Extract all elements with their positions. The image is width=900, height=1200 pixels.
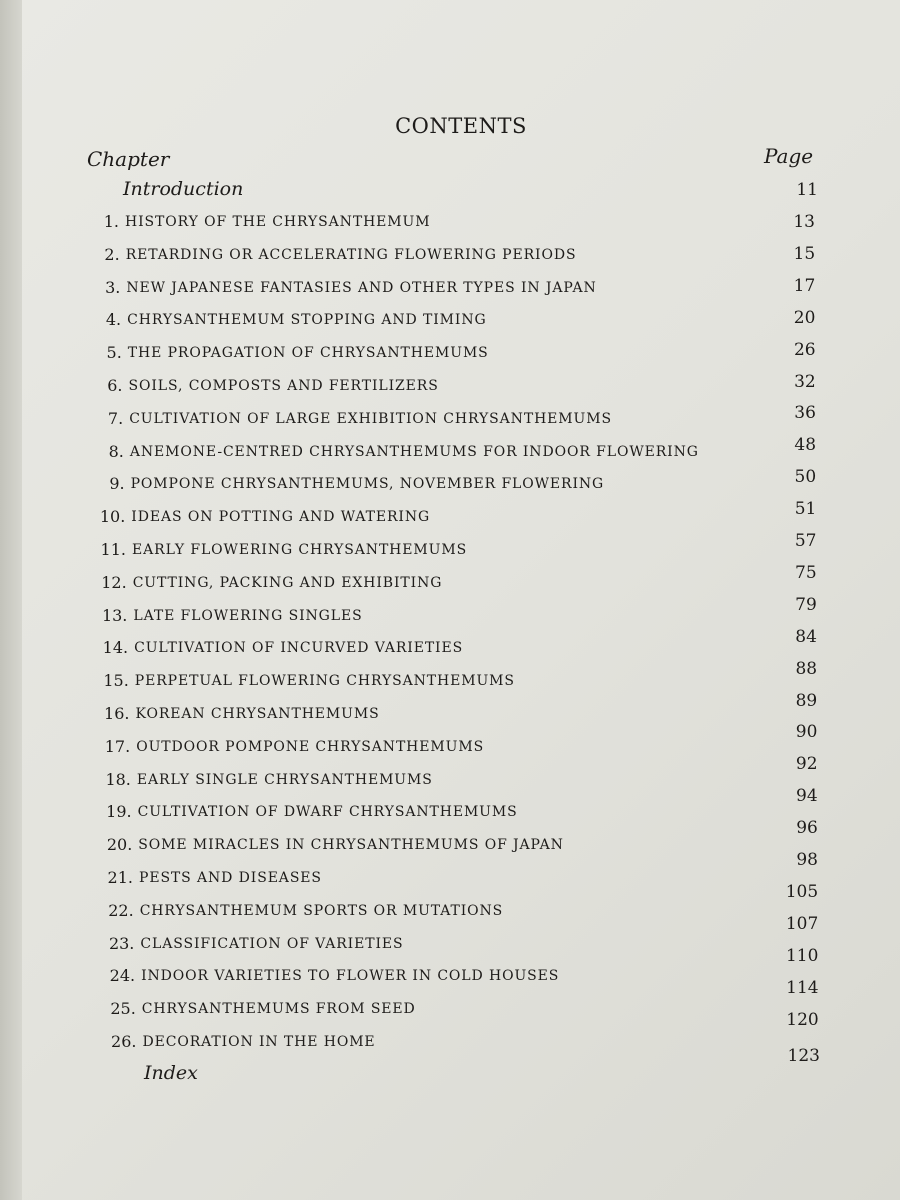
chapter-number: 11.: [100, 540, 126, 559]
chapter-number: 4.: [105, 310, 122, 330]
index-page-number: 123: [787, 1046, 820, 1066]
chapter-number: 24.: [109, 966, 136, 986]
chapter-page-number: 107: [785, 913, 819, 934]
chapter-page-number: 32: [794, 371, 816, 392]
chapter-number: 25.: [110, 999, 136, 1019]
chapter-number: 21.: [107, 868, 133, 887]
chapter-title: ANEMONE-CENTRED CHRYSANTHEMUMS FOR INDOOR FLOWERING: [129, 443, 699, 460]
chapter-title: EARLY FLOWERING CHRYSANTHEMUMS: [132, 542, 468, 558]
chapter-title: POMPONE CHRYSANTHEMUMS, NOVEMBER FLOWERING: [130, 476, 605, 493]
chapter-entry: [22, 339, 900, 371]
chapter-entry: [22, 208, 900, 240]
chapter-page-number: 98: [796, 850, 818, 870]
chapter-page-number: 57: [794, 531, 817, 551]
chapter-page-number: 79: [795, 594, 817, 615]
chapter-page-number: 13: [793, 212, 815, 232]
chapter-number: 16.: [104, 704, 130, 723]
chapter-title: THE PROPAGATION OF CHRYSANTHEMUMS: [127, 345, 489, 362]
chapter-title: LATE FLOWERING SINGLES: [133, 607, 363, 624]
index-entry: [22, 1046, 900, 1092]
chapter-title: CLASSIFICATION OF VARIETIES: [140, 935, 404, 952]
chapter-title: PERPETUAL FLOWERING CHRYSANTHEMUMS: [134, 673, 515, 690]
chapter-entry: [22, 372, 900, 404]
chapter-title: DECORATION IN THE HOME: [142, 1034, 376, 1050]
chapter-page-number: 15: [793, 243, 816, 264]
page-column-header: Page: [764, 144, 814, 168]
chapter-page-number: 26: [793, 339, 816, 360]
chapter-title: PESTS AND DISEASES: [139, 870, 322, 886]
chapter-title: INDOOR VARIETIES TO FLOWER IN COLD HOUSES: [141, 968, 560, 985]
chapter-title: HISTORY OF THE CHRYSANTHEMUM: [125, 214, 431, 230]
chapter-page-number: 48: [794, 435, 817, 456]
chapter-title: CHRYSANTHEMUM SPORTS OR MUTATIONS: [139, 902, 504, 919]
chapter-title: IDEAS ON POTTING AND WATERING: [131, 509, 431, 526]
chapter-number: 9.: [109, 474, 125, 494]
chapter-title: CUTTING, PACKING AND EXHIBITING: [132, 574, 443, 591]
chapter-page-number: 114: [786, 977, 819, 998]
chapter-number: 15.: [103, 671, 129, 691]
chapter-entry: [22, 241, 900, 273]
contents-page: [22, 0, 900, 1200]
chapter-title: OUTDOOR POMPONE CHRYSANTHEMUMS: [136, 738, 485, 755]
chapter-number: 12.: [101, 572, 127, 592]
chapter-page-number: 89: [795, 690, 818, 711]
chapter-page-number: 75: [795, 562, 817, 583]
index-label: Index: [144, 1062, 198, 1084]
chapter-title: EARLY SINGLE CHRYSANTHEMUMS: [136, 771, 433, 788]
chapter-title: KOREAN CHRYSANTHEMUMS: [135, 706, 380, 722]
chapter-entry: [22, 405, 900, 437]
chapter-number: 13.: [101, 605, 128, 625]
chapter-page-number: 51: [794, 499, 817, 520]
chapter-number: 2.: [104, 244, 120, 264]
chapter-title: CHRYSANTHEMUM STOPPING AND TIMING: [127, 312, 487, 329]
chapter-number: 26.: [111, 1032, 137, 1051]
chapter-number: 18.: [105, 769, 131, 789]
chapter-number: 1.: [103, 212, 119, 231]
chapter-title: SOME MIRACLES IN CHRYSANTHEMUMS OF JAPAN: [138, 837, 564, 854]
chapter-number: 6.: [107, 376, 123, 395]
chapter-page-number: 84: [795, 626, 817, 647]
chapter-number: 23.: [108, 933, 135, 953]
chapter-page-number: 20: [793, 307, 816, 328]
chapter-number: 7.: [107, 408, 124, 428]
chapter-number: 19.: [106, 802, 132, 822]
chapter-entry: [22, 306, 900, 338]
chapter-page-number: 120: [786, 1009, 819, 1030]
chapter-entry: [22, 435, 900, 470]
chapter-title: NEW JAPANESE FANTASIES AND OTHER TYPES IN JAPAN: [126, 279, 597, 296]
chapter-title: CULTIVATION OF DWARF CHRYSANTHEMUMS: [137, 804, 518, 821]
chapter-page-number: 96: [796, 818, 818, 839]
introduction-label: Introduction: [123, 178, 244, 200]
chapter-title: CHRYSANTHEMUMS FROM SEED: [141, 1001, 416, 1018]
chapter-page-number: 50: [794, 467, 817, 488]
chapter-number: 3.: [105, 277, 121, 297]
chapter-page-number: 94: [796, 786, 818, 807]
chapter-entry: [22, 467, 900, 502]
chapter-number: 5.: [106, 343, 122, 363]
chapter-title: CULTIVATION OF LARGE EXHIBITION CHRYSANTHEMUMS: [129, 410, 612, 427]
chapter-entry: [22, 274, 900, 306]
chapter-page-number: 110: [785, 945, 819, 966]
chapter-title: RETARDING OR ACCELERATING FLOWERING PERIODS: [125, 246, 577, 263]
chapter-number: 10.: [99, 507, 126, 527]
chapter-page-number: 92: [795, 754, 818, 775]
chapter-page-number: 105: [785, 881, 819, 902]
chapter-column-header: Chapter: [87, 147, 170, 171]
page-title: CONTENTS: [395, 114, 527, 138]
introduction-page-number: 11: [796, 180, 818, 200]
chapter-title: SOILS, COMPOSTS AND FERTILIZERS: [128, 378, 439, 394]
book-gutter-shadow: [0, 0, 22, 1200]
chapter-number: 17.: [104, 736, 131, 756]
chapter-page-number: 36: [794, 403, 816, 424]
chapter-page-number: 88: [795, 658, 818, 679]
chapter-number: 14.: [102, 638, 129, 658]
chapter-number: 20.: [106, 835, 133, 855]
chapter-page-number: 90: [795, 722, 818, 743]
chapter-number: 22.: [108, 900, 134, 920]
chapter-title: CULTIVATION OF INCURVED VARIETIES: [134, 640, 464, 657]
chapter-number: 8.: [108, 441, 124, 461]
chapter-page-number: 17: [793, 275, 816, 296]
introduction-entry: [22, 176, 900, 208]
